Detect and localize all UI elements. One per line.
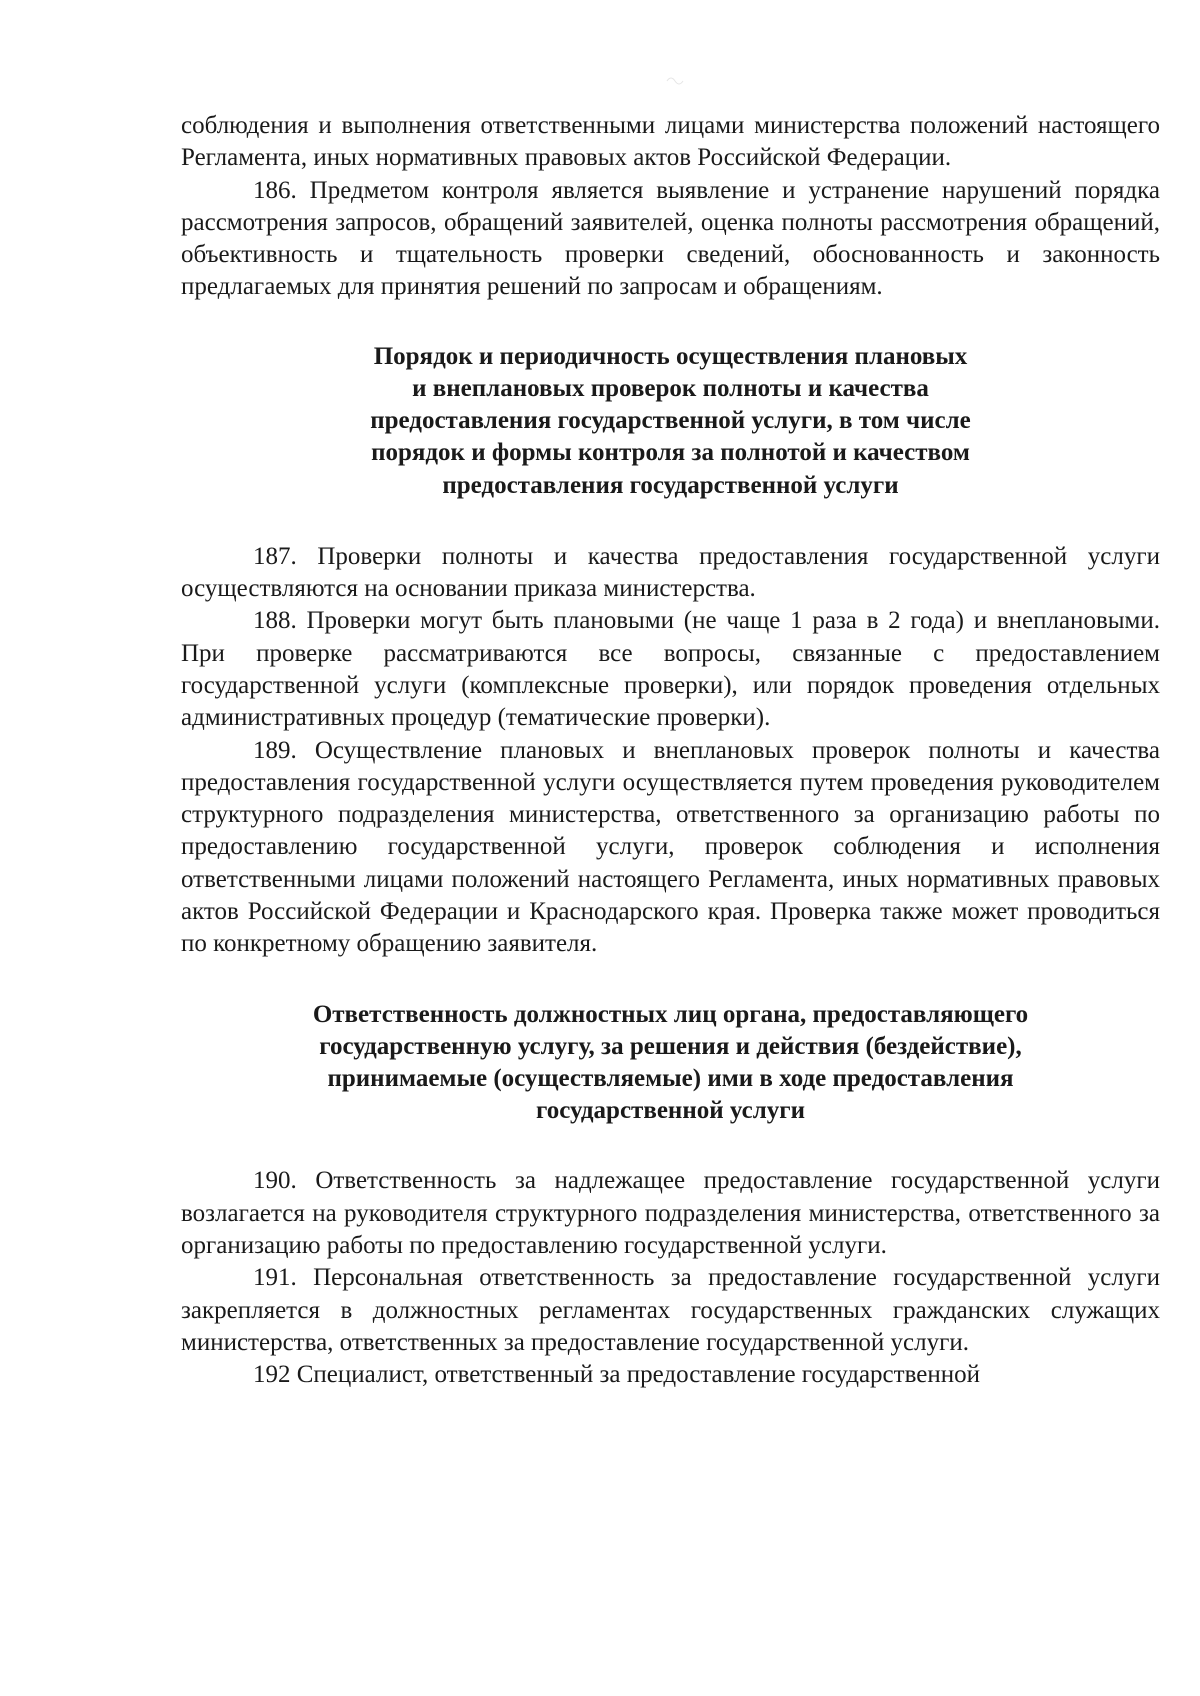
paragraph-187: 187. Проверки полноты и качества предоставления государственной услуги осуществляются на основании приказа министерства.: [181, 542, 1160, 603]
paragraph-186: 186. Предметом контроля является выявление и устранение нарушений порядка рассмотрения запросов, обращений заявителей, оценка полноты рассмотрения обращений, объективность и тщательность проверки сведений, обоснованность и законность предлагаемых для принятия решений по запросам и обращениям.: [181, 176, 1160, 301]
paragraph-192: 192 Специалист, ответственный за предоставление государственной: [253, 1361, 980, 1389]
heading-line: государственной услуги: [535, 1097, 806, 1125]
document-body: [181, 110, 1160, 1392]
heading-line: и внеплановых проверок полноты и качества: [412, 374, 929, 402]
heading-line: государственную услугу, за решения и действия (бездействие),: [319, 1032, 1022, 1060]
paragraph-189: 189. Осуществление плановых и внеплановых проверок полноты и качества предоставления государственной услуги осуществляется путем проведения руководителем структурного подразделения министерства, ответственного за организацию работы по предоставлению государственной услуги, проверок соблюдения и исполнения ответственными лицами положений настоящего Регламента, иных нормативных правовых актов Российской Федерации и Краснодарского края. Проверка также может проводиться по конкретному обращению заявителя.: [181, 736, 1160, 958]
paragraph-188: 188. Проверки могут быть плановыми (не чаще 1 раза в 2 года) и внеплановыми. При проверке рассматриваются все вопросы, связанные с предоставлением государственной услуги (комплексные проверки), или порядок проведения отдельных административных процедур (тематические проверки).: [181, 607, 1160, 732]
heading-line: предоставления государственной услуги, в том числе: [370, 407, 971, 435]
paragraph-190: 190. Ответственность за надлежащее предоставление государственной услуги возлагается на руководителя структурного подразделения министерства, ответственного за организацию работы по предоставлению государственной услуги.: [181, 1167, 1160, 1260]
section-heading-responsibility: [181, 999, 1160, 1128]
heading-line: принимаемые (осуществляемые) ими в ходе предоставления: [327, 1065, 1014, 1093]
paragraph-191: 191. Персональная ответственность за предоставление государственной услуги закрепляется в должностных регламентах государственных гражданских служащих министерства, ответственных за предоставление государственной услуги.: [181, 1264, 1160, 1356]
heading-line: Ответственность должностных лиц органа, предоставляющего: [312, 1000, 1029, 1028]
heading-line: Порядок и периодичность осуществления плановых: [373, 342, 968, 370]
scan-artifact: [665, 73, 685, 89]
section-heading-inspections: [181, 341, 1160, 502]
heading-line: порядок и формы контроля за полнотой и качеством: [371, 439, 970, 467]
paragraph-continuation: соблюдения и выполнения ответственными лицами министерства положений настоящего Регламента, иных нормативных правовых актов Российской Федерации.: [181, 112, 1160, 172]
heading-line: предоставления государственной услуги: [442, 471, 899, 499]
